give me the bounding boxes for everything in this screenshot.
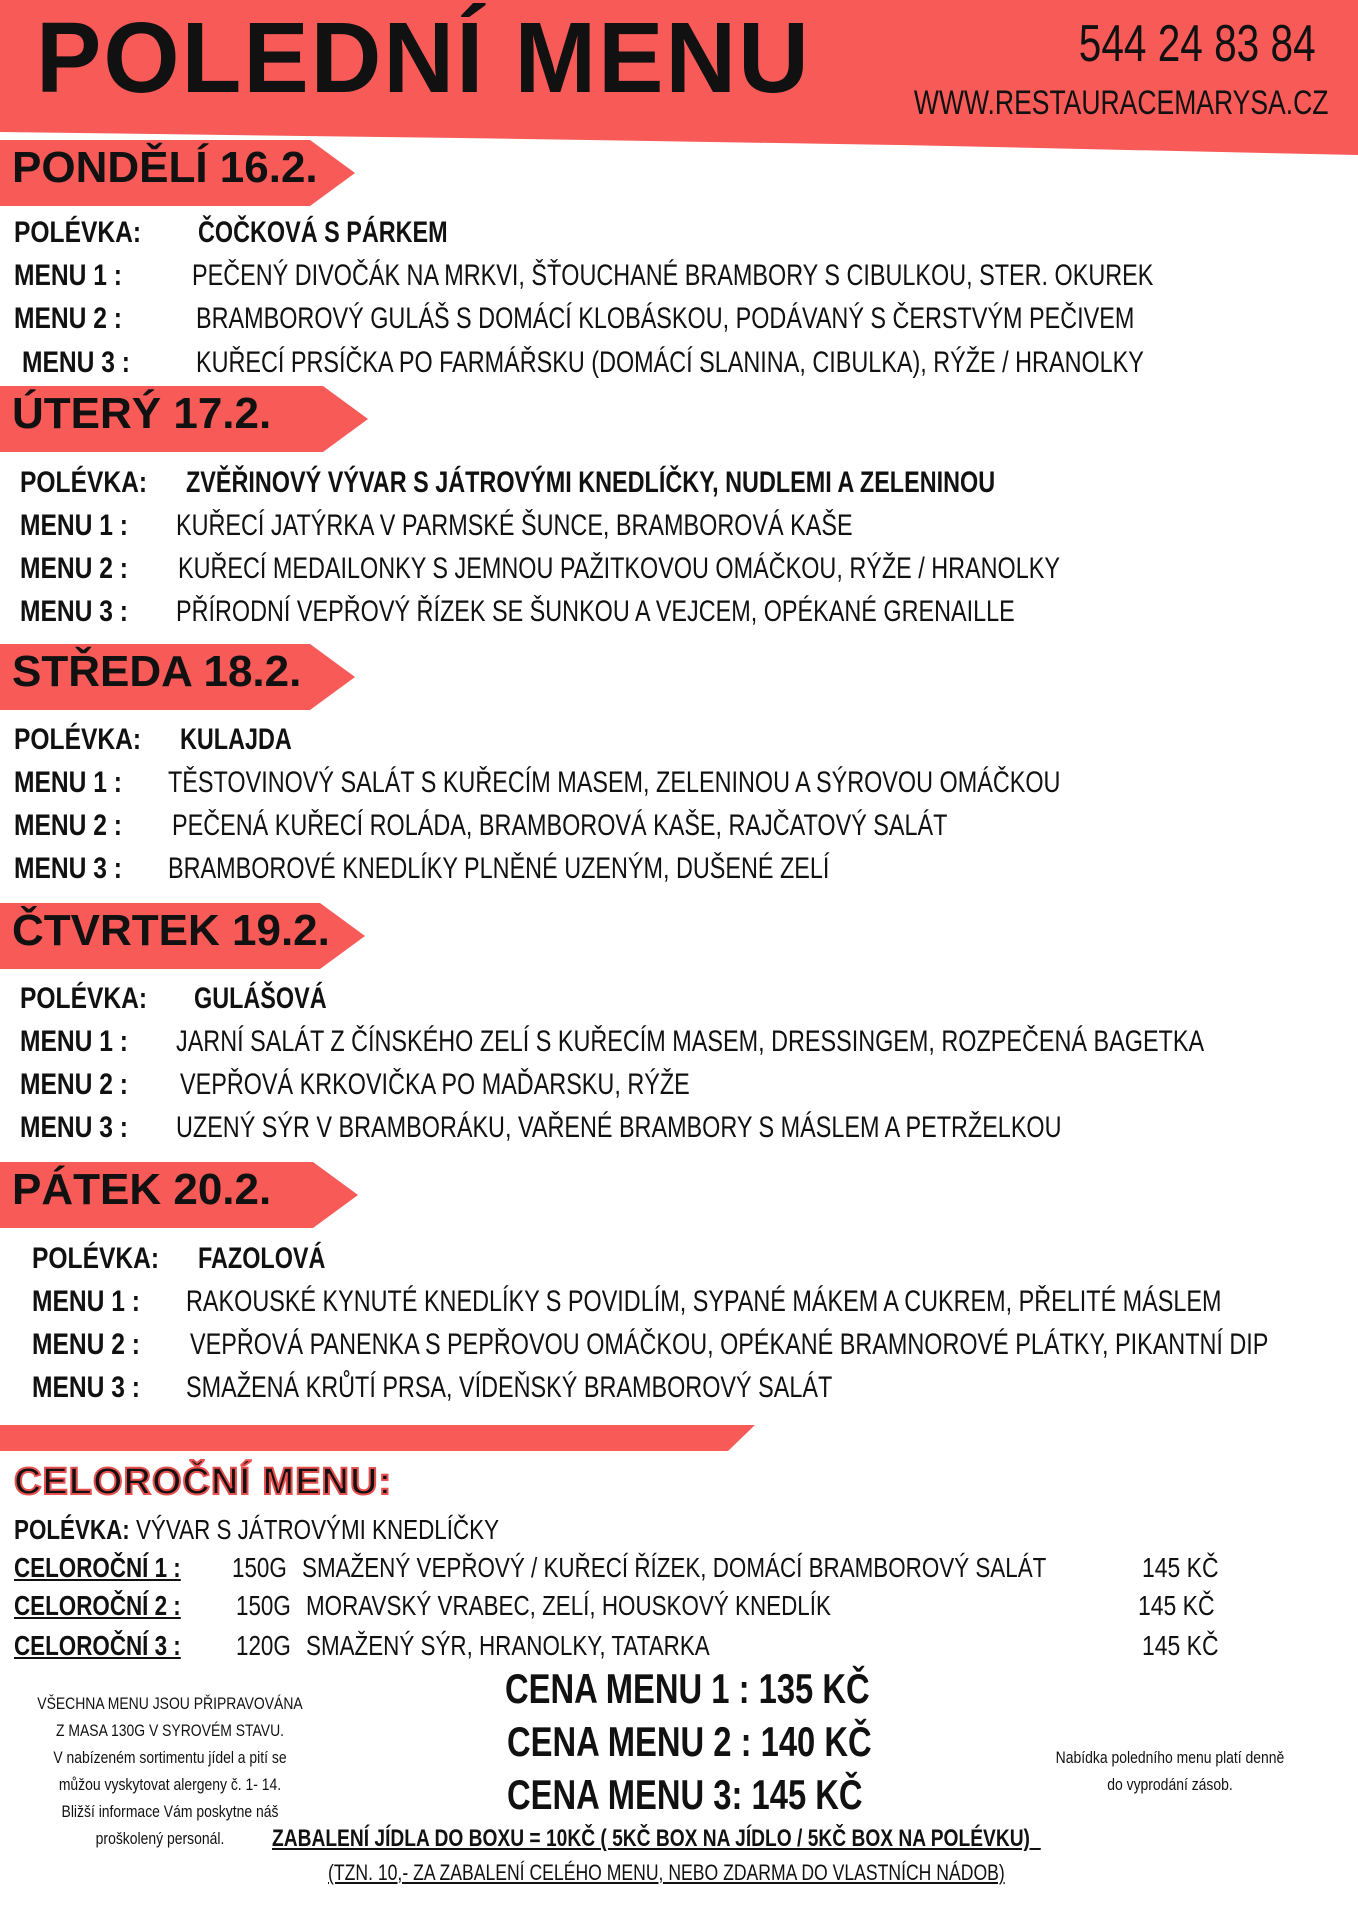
menu-label: POLÉVKA:	[32, 1242, 160, 1275]
validity-note	[1031, 1744, 1310, 1798]
note-line: VŠECHNA MENU JSOU PŘIPRAVOVÁNA	[37, 1694, 303, 1713]
menu-label: MENU 1 :	[32, 1285, 140, 1318]
dish-name: UZENÝ SÝR V BRAMBORÁKU, VAŘENÉ BRAMBORY S MÁSLEM A PETRŽELKOU	[176, 1111, 1062, 1144]
soup-row	[0, 979, 1358, 1019]
day-banner	[0, 1162, 358, 1228]
dish-name: PEČENÁ KUŘECÍ ROLÁDA, BRAMBOROVÁ KAŠE, RAJČATOVÝ SALÁT	[172, 809, 948, 842]
day-title: PÁTEK 20.2.	[12, 1165, 272, 1214]
annual-price-3: 145 KČ	[1142, 1630, 1219, 1661]
annual-soup-row	[14, 1512, 499, 1548]
packaging-note: ZABALENÍ JÍDLA DO BOXU = 10KČ ( 5KČ BOX NA JÍDLO / 5KČ BOX NA POLÉVKU)_	[272, 1825, 1041, 1852]
menu-row	[0, 1368, 1358, 1408]
menu-row	[0, 1108, 1358, 1148]
menu-label: MENU 3 :	[20, 595, 128, 628]
menu-row	[0, 1282, 1358, 1322]
menu-row	[0, 506, 1358, 546]
dish-name: BRAMBOROVÝ GULÁŠ S DOMÁCÍ KLOBÁSKOU, PODÁVANÝ S ČERSTVÝM PEČIVEM	[196, 302, 1135, 335]
day-title: ÚTERÝ 17.2.	[12, 389, 272, 438]
dish-name: KUŘECÍ JATÝRKA V PARMSKÉ ŠUNCE, BRAMBOROVÁ KAŠE	[176, 509, 853, 542]
dish-name: VEPŘOVÁ PANENKA S PEPŘOVOU OMÁČKOU, OPÉKANÉ BRAMNOROVÉ PLÁTKY, PIKANTNÍ DIP	[190, 1328, 1269, 1361]
menu-row	[0, 849, 1358, 889]
page-title: POLEDNÍ MENU	[36, 2, 811, 114]
menu-row	[0, 1065, 1358, 1105]
dish-name: JARNÍ SALÁT Z ČÍNSKÉHO ZELÍ S KUŘECÍM MASEM, DRESSINGEM, ROZPEČENÁ BAGETKA	[176, 1025, 1205, 1058]
menu-label: MENU 2 :	[20, 1068, 128, 1101]
dish-name: FAZOLOVÁ	[198, 1242, 326, 1275]
annual-soup-label: POLÉVKA:	[14, 1514, 130, 1545]
note-line: Nabídka poledního menu platí denně	[1055, 1748, 1285, 1767]
price-menu-1: CENA MENU 1 : 135 KČ	[505, 1665, 870, 1712]
dish-name: ČOČKOVÁ S PÁRKEM	[198, 216, 448, 249]
dish-name: PEČENÝ DIVOČÁK NA MRKVI, ŠŤOUCHANÉ BRAMBORY S CIBULKOU, STER. OKUREK	[192, 259, 1154, 292]
menu-label: MENU 1 :	[20, 509, 128, 542]
price-menu-2: CENA MENU 2 : 140 KČ	[507, 1718, 872, 1765]
day-banner	[0, 140, 355, 206]
dish-name: BRAMBOROVÉ KNEDLÍKY PLNĚNÉ UZENÝM, DUŠENÉ ZELÍ	[168, 852, 830, 885]
soup-row	[0, 1239, 1358, 1279]
dish-name: ZVĚŘINOVÝ VÝVAR S JÁTROVÝMI KNEDLÍČKY, NUDLEMI A ZELENINOU	[186, 466, 996, 499]
menu-row	[0, 343, 1358, 383]
annual-dish-2: MORAVSKÝ VRABEC, ZELÍ, HOUSKOVÝ KNEDLÍK	[306, 1590, 831, 1621]
menu-label: MENU 1 :	[14, 259, 122, 292]
menu-label: MENU 2 :	[20, 552, 128, 585]
allergen-note	[31, 1690, 310, 1825]
menu-label: POLÉVKA:	[20, 466, 148, 499]
menu-label: MENU 2 :	[14, 809, 122, 842]
day-banner	[0, 386, 368, 452]
menu-label: POLÉVKA:	[14, 723, 142, 756]
menu-label: MENU 3 :	[14, 852, 122, 885]
menu-row	[0, 592, 1358, 632]
annual-label-3: CELOROČNÍ 3 :	[14, 1630, 181, 1661]
dish-name: RAKOUSKÉ KYNUTÉ KNEDLÍKY S POVIDLÍM, SYPANÉ MÁKEM A CUKREM, PŘELITÉ MÁSLEM	[186, 1285, 1222, 1318]
price-menu-3: CENA MENU 3: 145 KČ	[507, 1771, 863, 1818]
menu-label: MENU 1 :	[14, 766, 122, 799]
annual-price-2: 145 KČ	[1138, 1590, 1215, 1621]
menu-row	[0, 299, 1358, 339]
note-line: do vyprodání zásob.	[1107, 1775, 1233, 1794]
menu-label: MENU 3 :	[32, 1371, 140, 1404]
note-line: V nabízeném sortimentu jídel a pití se	[53, 1748, 287, 1767]
annual-dish-1: SMAŽENÝ VEPŘOVÝ / KUŘECÍ ŘÍZEK, DOMÁCÍ BRAMBOROVÝ SALÁT	[302, 1552, 1047, 1583]
day-title: STŘEDA 18.2.	[12, 647, 302, 696]
annual-menu-title: CELOROČNÍ MENU:	[14, 1461, 393, 1503]
annual-soup: VÝVAR S JÁTROVÝMI KNEDLÍČKY	[135, 1514, 500, 1545]
dish-name: KUŘECÍ PRSÍČKA PO FARMÁŘSKU (DOMÁCÍ SLANINA, CIBULKA), RÝŽE / HRANOLKY	[196, 346, 1144, 379]
soup-row	[0, 213, 1358, 253]
menu-row	[0, 1022, 1358, 1062]
annual-weight-1: 150G	[232, 1552, 287, 1583]
dish-name: KULAJDA	[180, 723, 292, 756]
phone-number[interactable]: 544 24 83 84	[1079, 15, 1316, 73]
dish-name: KUŘECÍ MEDAILONKY S JEMNOU PAŽITKOVOU OMÁČKOU, RÝŽE / HRANOLKY	[178, 552, 1060, 585]
annual-weight-2: 150G	[236, 1590, 291, 1621]
menu-label: POLÉVKA:	[20, 982, 148, 1015]
annual-price-1: 145 KČ	[1142, 1552, 1219, 1583]
soup-row	[0, 463, 1358, 503]
menu-row	[0, 549, 1358, 589]
menu-label: MENU 2 :	[14, 302, 122, 335]
menu-row	[0, 763, 1358, 803]
note-line: Z MASA 130G V SYROVÉM STAVU.	[55, 1721, 285, 1740]
section-divider	[0, 1425, 760, 1453]
menu-label: POLÉVKA:	[14, 216, 142, 249]
annual-label-1: CELOROČNÍ 1 :	[14, 1552, 181, 1583]
menu-row	[0, 256, 1358, 296]
menu-label: MENU 3 :	[22, 346, 130, 379]
annual-dish-3: SMAŽENÝ SÝR, HRANOLKY, TATARKA	[306, 1630, 710, 1661]
menu-row	[0, 1325, 1358, 1365]
dish-name: GULÁŠOVÁ	[194, 982, 327, 1015]
dish-name: TĚSTOVINOVÝ SALÁT S KUŘECÍM MASEM, ZELENINOU A SÝROVOU OMÁČKOU	[168, 766, 1061, 799]
dish-name: SMAŽENÁ KRŮTÍ PRSA, VÍDEŇSKÝ BRAMBOROVÝ SALÁT	[186, 1371, 833, 1404]
day-banner	[0, 644, 355, 710]
menu-label: MENU 3 :	[20, 1111, 128, 1144]
day-banner	[0, 903, 365, 969]
day-title: PONDĚLÍ 16.2.	[12, 143, 318, 192]
menu-label: MENU 1 :	[20, 1025, 128, 1058]
note-line: Bližší informace Vám poskytne náš	[61, 1802, 279, 1821]
dish-name: VEPŘOVÁ KRKOVIČKA PO MAĎARSKU, RÝŽE	[180, 1068, 690, 1101]
soup-row	[0, 720, 1358, 760]
menu-label: MENU 2 :	[32, 1328, 140, 1361]
note-line-last: proškolený personál.	[95, 1829, 225, 1848]
website-link[interactable]: WWW.RESTAURACEMARYSA.CZ	[913, 84, 1328, 122]
annual-label-2: CELOROČNÍ 2 :	[14, 1590, 181, 1621]
dish-name: PŘÍRODNÍ VEPŘOVÝ ŘÍZEK SE ŠUNKOU A VEJCEM, OPÉKANÉ GRENAILLE	[176, 595, 1015, 628]
annual-weight-3: 120G	[236, 1630, 291, 1661]
note-line: můžou vyskytovat alergeny č. 1- 14.	[58, 1775, 282, 1794]
menu-row	[0, 806, 1358, 846]
day-title: ČTVRTEK 19.2.	[12, 906, 330, 955]
packaging-subnote: (TZN. 10,- ZA ZABALENÍ CELÉHO MENU, NEBO ZDARMA DO VLASTNÍCH NÁDOB)	[328, 1860, 1005, 1885]
